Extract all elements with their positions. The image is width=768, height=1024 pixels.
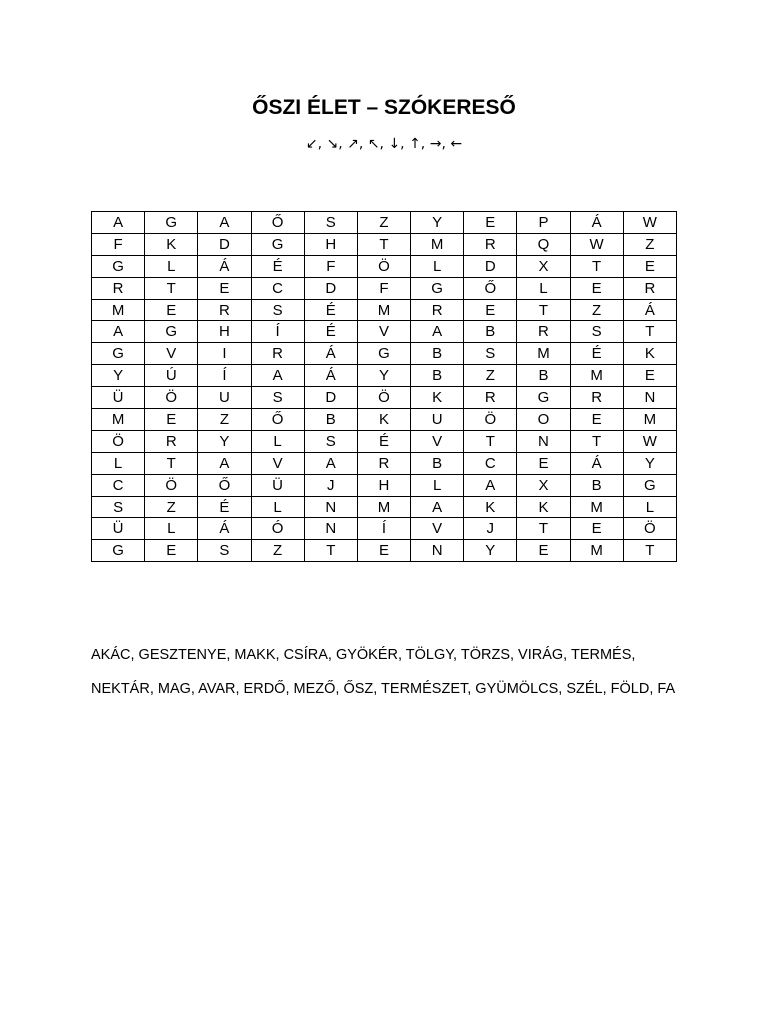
grid-cell: W [623,212,676,234]
grid-cell: G [145,212,198,234]
grid-cell: D [464,255,517,277]
grid-cell: T [570,430,623,452]
grid-cell: Ő [198,474,251,496]
grid-cell: G [251,233,304,255]
grid-cell: Z [198,409,251,431]
grid-cell: R [92,277,145,299]
grid-cell: Y [92,365,145,387]
grid-cell: N [304,496,357,518]
grid-cell: U [411,409,464,431]
grid-cell: T [623,321,676,343]
grid-cell: A [92,212,145,234]
grid-cell: Ü [92,387,145,409]
grid-cell: A [198,212,251,234]
grid-row [92,343,677,365]
grid-cell: Ö [464,409,517,431]
grid-cell: B [304,409,357,431]
grid-cell: Ő [251,212,304,234]
grid-cell: J [464,518,517,540]
grid-cell: M [357,496,410,518]
grid-cell: T [357,233,410,255]
grid-cell: G [92,540,145,562]
grid-cell: H [304,233,357,255]
grid-cell: Z [145,496,198,518]
grid-cell: N [623,387,676,409]
grid-cell: G [357,343,410,365]
grid-cell: R [517,321,570,343]
grid-cell: L [411,474,464,496]
grid-cell: W [623,430,676,452]
grid-cell: Á [304,343,357,365]
grid-cell: S [198,540,251,562]
grid-cell: Z [357,212,410,234]
grid-cell: R [623,277,676,299]
grid-cell: T [464,430,517,452]
grid-cell: E [145,540,198,562]
grid-cell: Ö [145,474,198,496]
grid-cell: Ü [92,518,145,540]
grid-cell: É [251,255,304,277]
grid-cell: A [198,452,251,474]
grid-cell: T [623,540,676,562]
grid-cell: Ö [623,518,676,540]
grid-cell: H [198,321,251,343]
grid-cell: V [357,321,410,343]
grid-cell: D [304,277,357,299]
grid-row [92,496,677,518]
grid-cell: S [304,212,357,234]
grid-cell: N [304,518,357,540]
grid-cell: M [570,365,623,387]
grid-cell: O [517,409,570,431]
grid-cell: C [92,474,145,496]
grid-cell: E [570,518,623,540]
grid-cell: F [357,277,410,299]
grid-row [92,212,677,234]
grid-cell: E [357,540,410,562]
grid-row [92,409,677,431]
grid-cell: M [411,233,464,255]
grid-cell: É [198,496,251,518]
grid-cell: Á [304,365,357,387]
grid-cell: S [251,299,304,321]
grid-cell: Ő [251,409,304,431]
grid-cell: D [198,233,251,255]
grid-cell: F [304,255,357,277]
grid-row [92,321,677,343]
grid-cell: E [198,277,251,299]
grid-cell: B [411,365,464,387]
grid-cell: N [517,430,570,452]
grid-cell: K [145,233,198,255]
grid-cell: Á [198,255,251,277]
grid-cell: Y [198,430,251,452]
grid-cell: Y [464,540,517,562]
grid-cell: E [464,299,517,321]
grid-cell: L [517,277,570,299]
grid-cell: M [92,299,145,321]
grid-cell: V [411,518,464,540]
grid-cell: K [623,343,676,365]
grid-cell: T [145,277,198,299]
grid-cell: Ó [251,518,304,540]
grid-cell: K [357,409,410,431]
grid-cell: E [623,255,676,277]
grid-cell: É [304,299,357,321]
grid-cell: A [92,321,145,343]
grid-cell: A [304,452,357,474]
grid-cell: E [464,212,517,234]
grid-cell: Í [251,321,304,343]
grid-cell: R [145,430,198,452]
grid-cell: K [411,387,464,409]
grid-cell: G [623,474,676,496]
grid-cell: É [357,430,410,452]
grid-cell: E [570,277,623,299]
grid-cell: U [198,387,251,409]
directions-hint: ↙, ↘, ↗, ↖, ↓, ↑, →, ← [305,136,463,152]
grid-cell: R [198,299,251,321]
grid-cell: K [517,496,570,518]
grid-cell: W [570,233,623,255]
grid-cell: Ü [251,474,304,496]
grid-cell: G [517,387,570,409]
grid-cell: L [251,430,304,452]
grid-cell: R [570,387,623,409]
grid-row [92,299,677,321]
grid-cell: G [92,255,145,277]
grid-cell: S [464,343,517,365]
grid-cell: Í [198,365,251,387]
grid-cell: G [92,343,145,365]
grid-cell: C [251,277,304,299]
grid-cell: Ö [357,387,410,409]
grid-row [92,518,677,540]
word-search-grid [91,211,677,562]
grid-cell: Z [251,540,304,562]
grid-cell: T [570,255,623,277]
grid-row [92,255,677,277]
grid-cell: M [623,409,676,431]
page-title: ŐSZI ÉLET – SZÓKERESŐ [252,96,516,119]
grid-cell: L [623,496,676,518]
grid-cell: B [411,452,464,474]
grid-cell: Z [464,365,517,387]
grid-cell: Y [623,452,676,474]
grid-cell: A [251,365,304,387]
grid-cell: Ú [145,365,198,387]
grid-cell: X [517,255,570,277]
grid-cell: Z [570,299,623,321]
grid-cell: I [198,343,251,365]
grid-cell: S [304,430,357,452]
grid-cell: F [92,233,145,255]
grid-cell: Í [357,518,410,540]
grid-row [92,365,677,387]
grid-cell: L [145,518,198,540]
grid-row [92,540,677,562]
grid-cell: N [411,540,464,562]
grid-cell: Ő [464,277,517,299]
grid-cell: Z [623,233,676,255]
grid-cell: B [411,343,464,365]
grid-cell: V [251,452,304,474]
grid-cell: R [411,299,464,321]
grid-cell: Q [517,233,570,255]
grid-cell: M [92,409,145,431]
grid-cell: R [357,452,410,474]
grid-row [92,387,677,409]
grid-cell: T [145,452,198,474]
grid-cell: A [464,474,517,496]
grid-cell: G [145,321,198,343]
grid-cell: S [570,321,623,343]
grid-cell: E [517,452,570,474]
grid-cell: L [411,255,464,277]
grid-cell: T [517,299,570,321]
grid-row [92,277,677,299]
grid-cell: R [464,387,517,409]
grid-cell: L [145,255,198,277]
grid-cell: P [517,212,570,234]
grid-cell: L [251,496,304,518]
grid-cell: Á [198,518,251,540]
grid-cell: R [464,233,517,255]
grid-cell: É [304,321,357,343]
grid-row [92,474,677,496]
grid-cell: M [517,343,570,365]
grid-cell: R [251,343,304,365]
grid-cell: E [145,409,198,431]
grid-cell: C [464,452,517,474]
word-list-line-2: NEKTÁR, MAG, AVAR, ERDŐ, MEZŐ, ŐSZ, TERMÉSZET, GYÜMÖLCS, SZÉL, FÖLD, FA [91,681,676,697]
grid-cell: E [623,365,676,387]
grid-cell: D [304,387,357,409]
grid-cell: B [464,321,517,343]
grid-cell: E [517,540,570,562]
grid-cell: J [304,474,357,496]
grid-cell: S [251,387,304,409]
grid-cell: S [92,496,145,518]
grid-cell: V [145,343,198,365]
grid-cell: L [92,452,145,474]
grid-cell: M [357,299,410,321]
grid-cell: Ö [92,430,145,452]
grid-cell: Á [623,299,676,321]
grid-cell: Á [570,212,623,234]
grid-cell: T [304,540,357,562]
grid-cell: M [570,540,623,562]
grid-row [92,233,677,255]
grid-cell: É [570,343,623,365]
grid-row [92,430,677,452]
grid-cell: V [411,430,464,452]
grid-cell: A [411,496,464,518]
grid-cell: A [411,321,464,343]
grid-cell: E [570,409,623,431]
grid-cell: Y [411,212,464,234]
grid-cell: G [411,277,464,299]
grid-cell: H [357,474,410,496]
grid-cell: K [464,496,517,518]
grid-cell: Ö [145,387,198,409]
grid-cell: E [145,299,198,321]
grid-cell: T [517,518,570,540]
grid-cell: Y [357,365,410,387]
word-list-line-1: AKÁC, GESZTENYE, MAKK, CSÍRA, GYÖKÉR, TÖLGY, TÖRZS, VIRÁG, TERMÉS, [91,647,636,663]
grid-cell: B [570,474,623,496]
grid-row [92,452,677,474]
grid-cell: M [570,496,623,518]
grid-cell: B [517,365,570,387]
grid-cell: Ö [357,255,410,277]
grid-cell: Á [570,452,623,474]
grid-cell: X [517,474,570,496]
